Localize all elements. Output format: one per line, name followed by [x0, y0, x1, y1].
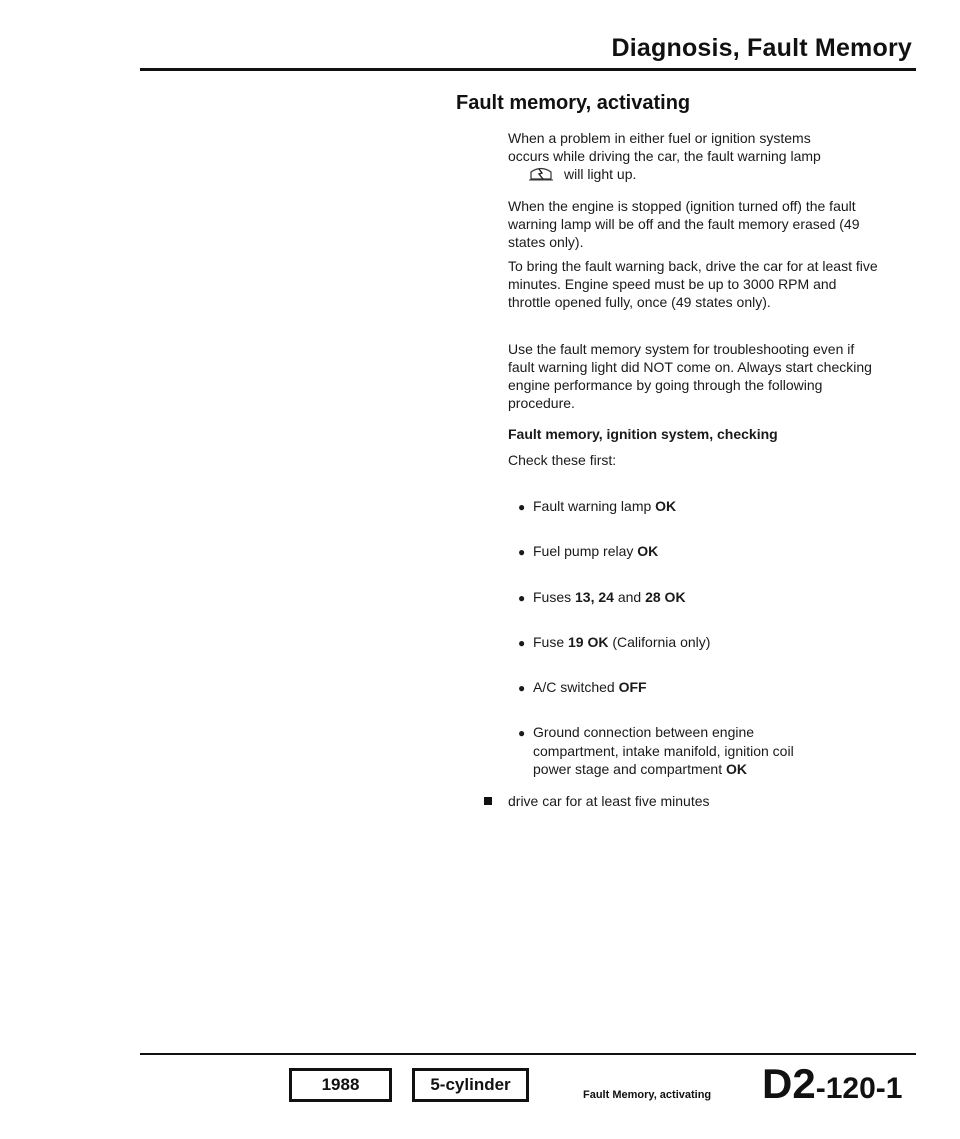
fault-warning-lamp-icon [528, 166, 554, 182]
check-item-text: Fuse [533, 634, 569, 650]
check-item-status: OK [726, 761, 747, 777]
check-item-fuse-19 [518, 633, 710, 652]
paragraph-2: When the engine is stopped (ignition turned off) the fault warning lamp will be off and the fault memory erased (49 states only). [508, 198, 860, 250]
header-rule [140, 68, 916, 71]
check-item-text: Fuses [533, 589, 576, 605]
model-year-box: 1988 [289, 1068, 392, 1102]
check-item-line-2: compartment, intake manifold, ignition coil [533, 743, 794, 759]
bullet-icon: ● [518, 500, 526, 514]
check-item-status: OK [637, 543, 659, 559]
engine-type-box: 5-cylinder [412, 1068, 529, 1102]
bullet-icon: ● [518, 681, 526, 695]
check-item-ac-switch [518, 678, 647, 697]
check-item-status: OFF [618, 679, 647, 695]
paragraph-1-line-3 [508, 165, 880, 183]
bullet-icon: ● [518, 545, 526, 559]
bullet-icon: ● [518, 726, 526, 740]
final-step [484, 792, 710, 810]
checking-heading: Fault memory, ignition system, checking [508, 426, 778, 442]
check-item-line-3-text: power stage and compartment [533, 761, 726, 777]
checking-intro: Check these first: [508, 452, 617, 468]
check-item-bold-2: 28 OK [645, 589, 686, 605]
check-item-text: Fault warning lamp [533, 498, 656, 514]
check-item-line-1: Ground connection between engine [533, 724, 755, 740]
check-item-status: OK [655, 498, 677, 514]
check-item-bold-1: 13, 24 [575, 589, 614, 605]
page-number [762, 1059, 902, 1114]
footer-rule [140, 1053, 916, 1055]
paragraph-1-line-1: When a problem in either fuel or ignition systems [508, 130, 811, 146]
check-item-ground-connection [518, 723, 858, 778]
check-item-text-mid: and [613, 589, 646, 605]
paragraph-1 [508, 129, 880, 183]
paragraph-1-line-3-text: will light up. [564, 166, 637, 182]
bullet-icon: ● [518, 636, 526, 650]
page-number-main: D2 [762, 1060, 816, 1107]
check-item-tail: (California only) [608, 634, 711, 650]
footer-caption: Fault Memory, activating [583, 1089, 712, 1101]
final-step-text: drive car for at least five minutes [508, 793, 710, 809]
check-item-fuel-pump-relay [518, 542, 658, 561]
paragraph-4: Use the fault memory system for troubleshooting even if fault warning light did NOT come on. Always start checking engine performance by going through the following procedure. [508, 341, 872, 411]
square-bullet-icon [484, 797, 492, 805]
section-title: Fault memory, activating [456, 92, 691, 114]
paragraph-3: To bring the fault warning back, drive the car for at least five minutes. Engine speed must be up to 3000 RPM and throttle opened fully, once (49 states only). [508, 258, 878, 310]
check-item-text: Fuel pump relay [533, 543, 638, 559]
check-item-bold: 19 OK [568, 634, 609, 650]
page-number-sub: -120-1 [815, 1072, 903, 1105]
bullet-icon: ● [518, 591, 526, 605]
check-item-fuses [518, 588, 686, 607]
check-item-warning-lamp [518, 497, 676, 516]
check-item-line-3 [518, 760, 858, 778]
paragraph-1-line-2: occurs while driving the car, the fault warning lamp [508, 148, 821, 164]
check-item-text: A/C switched [533, 679, 619, 695]
header-title: Diagnosis, Fault Memory [611, 34, 912, 62]
